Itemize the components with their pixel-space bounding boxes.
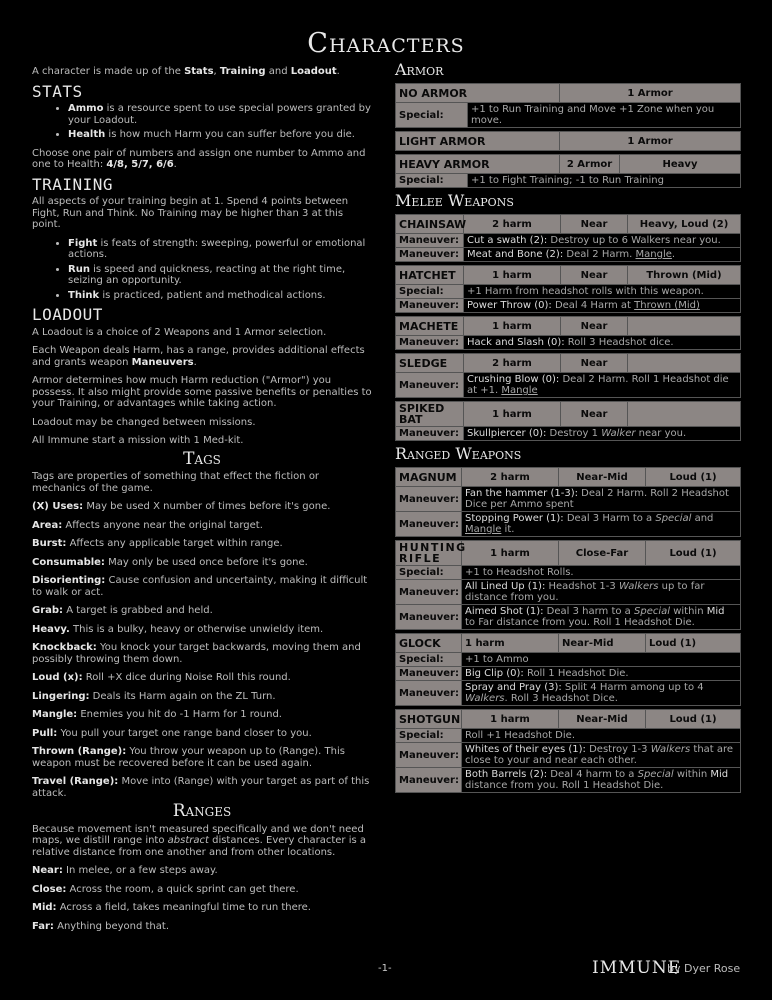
loadout-p1: A Loadout is a choice of 2 Weapons and 1 Armor selection. xyxy=(32,326,327,338)
tag-item: Mangle: Enemies you hit do -1 Harm for 1 round. xyxy=(32,709,282,720)
tag-item: Pull: You pull your target one range band closer to you. xyxy=(32,727,312,739)
tag-item: Disorienting: Cause confusion and uncertainty, making it difficult to walk or act. xyxy=(32,575,368,598)
weapon-shotgun-table: SHOTGUN 1 harm Near-Mid Loud (1) Special: Roll +1 Headshot Die. Maneuver: Whites of their eyes (1): Destroy 1-3 Walkers that are close to your and near each other. Maneuver: Both Barrels (2): Deal 4 harm to a Special within Mid distance from you. Roll 1 Headshot Die. xyxy=(395,709,741,793)
tags-intro: Tags are properties of something that effect the fiction or mechanics of the game. xyxy=(32,471,320,494)
loadout-heading: LOADOUT xyxy=(32,305,103,324)
left-column xyxy=(32,66,372,939)
training-intro: All aspects of your training begin at 1. Spend 4 points between Fight, Run and Think. No Training may be higher than 3 at this point. xyxy=(32,196,349,230)
weapon-sledge-table: SLEDGE 2 harm Near Maneuver: Crushing Blow (0): Deal 2 Harm. Roll 1 Headshot die at +1. Mangle xyxy=(395,353,741,398)
ranges-heading: Ranges xyxy=(172,801,232,821)
stats-choose: Choose one pair of numbers and assign one number to Ammo and one to Health: 4/8, 5/7, 6/6. xyxy=(32,147,366,170)
loadout-p4: Loadout may be changed between missions. xyxy=(32,416,256,428)
list-item: • Think is practiced, patient and methodical actions. xyxy=(68,290,372,302)
armor-heavy-armor-table: HEAVY ARMOR 2 Armor Heavy Special: +1 to Fight Training; -1 to Run Training xyxy=(395,154,741,188)
weapon-chainsaw-table: CHAINSAW 2 harm Near Heavy, Loud (2) Maneuver: Cut a swath (2): Destroy up to 6 Walkers near you. Maneuver: Meat and Bone (2): Deal 2 Harm. Mangle. xyxy=(395,214,741,262)
loadout-p2: Each Weapon deals Harm, has a range, provides additional effects and grants weapon Maneuvers. xyxy=(32,345,365,368)
training-heading: TRAINING xyxy=(32,174,114,194)
loadout-p3: Armor determines how much Harm reduction ("Armor") you possess. It also might provide some passive benefits or penalties to your Training, or advantages while taking action. xyxy=(32,375,372,409)
loadout-p5: All Immune start a mission with 1 Med-kit. xyxy=(32,435,244,446)
brand-logo: IMMUNE xyxy=(592,958,682,978)
page-number: -1- xyxy=(378,963,392,974)
tag-item: Area: Affects anyone near the original target. xyxy=(32,519,263,531)
tag-item: Consumable: May only be used once before it's gone. xyxy=(32,556,308,568)
stats-heading: STATS xyxy=(32,81,83,101)
armor-no-armor-table: NO ARMOR 1 Armor Special: +1 to Run Training and Move +1 Zone when you move. xyxy=(395,83,741,128)
ranged-heading: Ranged Weapons xyxy=(395,444,522,463)
tag-item: (X) Uses: May be used X number of times before it's gone. xyxy=(32,501,331,512)
tag-item: Grab: A target is grabbed and held. xyxy=(32,605,213,616)
tag-item: Travel (Range): Move into (Range) with your target as part of this attack. xyxy=(32,776,370,799)
melee-heading: Melee Weapons xyxy=(395,191,514,210)
right-column xyxy=(395,60,741,796)
range-item: Far: Anything beyond that. xyxy=(32,920,170,932)
armor-light-armor-table: LIGHT ARMOR 1 Armor xyxy=(395,131,741,151)
range-item: Near: In melee, or a few steps away. xyxy=(32,865,218,876)
tag-item: Loud (x): Roll +X dice during Noise Roll this round. xyxy=(32,672,291,683)
weapon-hunting-rifle-table: HUNTING RIFLE 1 harm Close-Far Loud (1) Special: +1 to Headshot Rolls. Maneuver: All Lined Up (1): Headshot 1-3 Walkers up to far distance from you. Maneuver: Aimed Shot (1): Deal 3 harm to a Special within Mid to Far distance from you. Roll 1 Headshot Die. xyxy=(395,540,741,630)
list-item: • Health is how much Harm you can suffer before you die. xyxy=(68,129,372,141)
range-item: Mid: Across a field, takes meaningful time to run there. xyxy=(32,902,311,913)
tag-item: Burst: Affects any applicable target within range. xyxy=(32,538,283,549)
page-title: Characters xyxy=(307,28,465,59)
list-item: • Run is speed and quickness, reacting at the right time, seizing an opportunity. xyxy=(68,264,372,287)
stats-list xyxy=(32,103,372,141)
list-item: • Ammo is a resource spent to use special powers granted by your Loadout. xyxy=(68,103,372,126)
thrown-link[interactable]: Thrown (Mid) xyxy=(634,300,700,311)
author-credit: by Dyer Rose xyxy=(667,962,741,975)
range-item: Close: Across the room, a quick sprint can get there. xyxy=(32,883,299,895)
mangle-link[interactable]: Mangle xyxy=(635,249,672,260)
mangle-link[interactable]: Mangle xyxy=(465,524,502,535)
list-item: • Fight is feats of strength: sweeping, powerful or emotional actions. xyxy=(68,238,372,261)
ranges-intro: Because movement isn't measured specifically and we don't need maps, we distill range into abstract distances. Every character is a relative distance from one another and from other locations. xyxy=(32,823,366,858)
weapon-hatchet-table: HATCHET 1 harm Near Thrown (Mid) Special: +1 Harm from headshot rolls with this weapon. Maneuver: Power Throw (0): Deal 4 Harm at Thrown (Mid) xyxy=(395,265,741,313)
weapon-machete-table: MACHETE 1 harm Near Maneuver: Hack and Slash (0): Roll 3 Headshot dice. xyxy=(395,316,741,350)
tags-heading: Tags xyxy=(183,448,221,469)
intro-text: A character is made up of the Stats, Training and Loadout. xyxy=(32,66,340,77)
armor-heading: Armor xyxy=(395,60,444,79)
tag-item: Knockback: You knock your target backwards, moving them and possibly throwing them down. xyxy=(32,642,361,665)
tag-item: Thrown (Range): You throw your weapon up to (Range). This weapon must be recovered before it can be used again. xyxy=(32,746,345,769)
weapon-glock-table: GLOCK 1 harm Near-Mid Loud (1) Special: +1 to Ammo Maneuver: Big Clip (0): Roll 1 Headshot Die. Maneuver: Spray and Pray (3): Split 4 Harm among up to 4 Walkers. Roll 3 Headshot Dice. xyxy=(395,633,741,706)
training-list xyxy=(32,238,372,302)
mangle-link[interactable]: Mangle xyxy=(501,385,538,396)
tag-item: Heavy. This is a bulky, heavy or otherwise unwieldy item. xyxy=(32,623,324,635)
tag-item: Lingering: Deals its Harm again on the ZL Turn. xyxy=(32,690,276,702)
weapon-spiked-bat-table: SPIKED BAT 1 harm Near Maneuver: Skullpiercer (0): Destroy 1 Walker near you. xyxy=(395,401,741,441)
weapon-magnum-table: MAGNUM 2 harm Near-Mid Loud (1) Maneuver: Fan the hammer (1-3): Deal 2 Harm. Roll 2 Headshot Dice per Ammo spent Maneuver: Stopping Power (1): Deal 3 Harm to a Special and Mangle it. xyxy=(395,467,741,537)
